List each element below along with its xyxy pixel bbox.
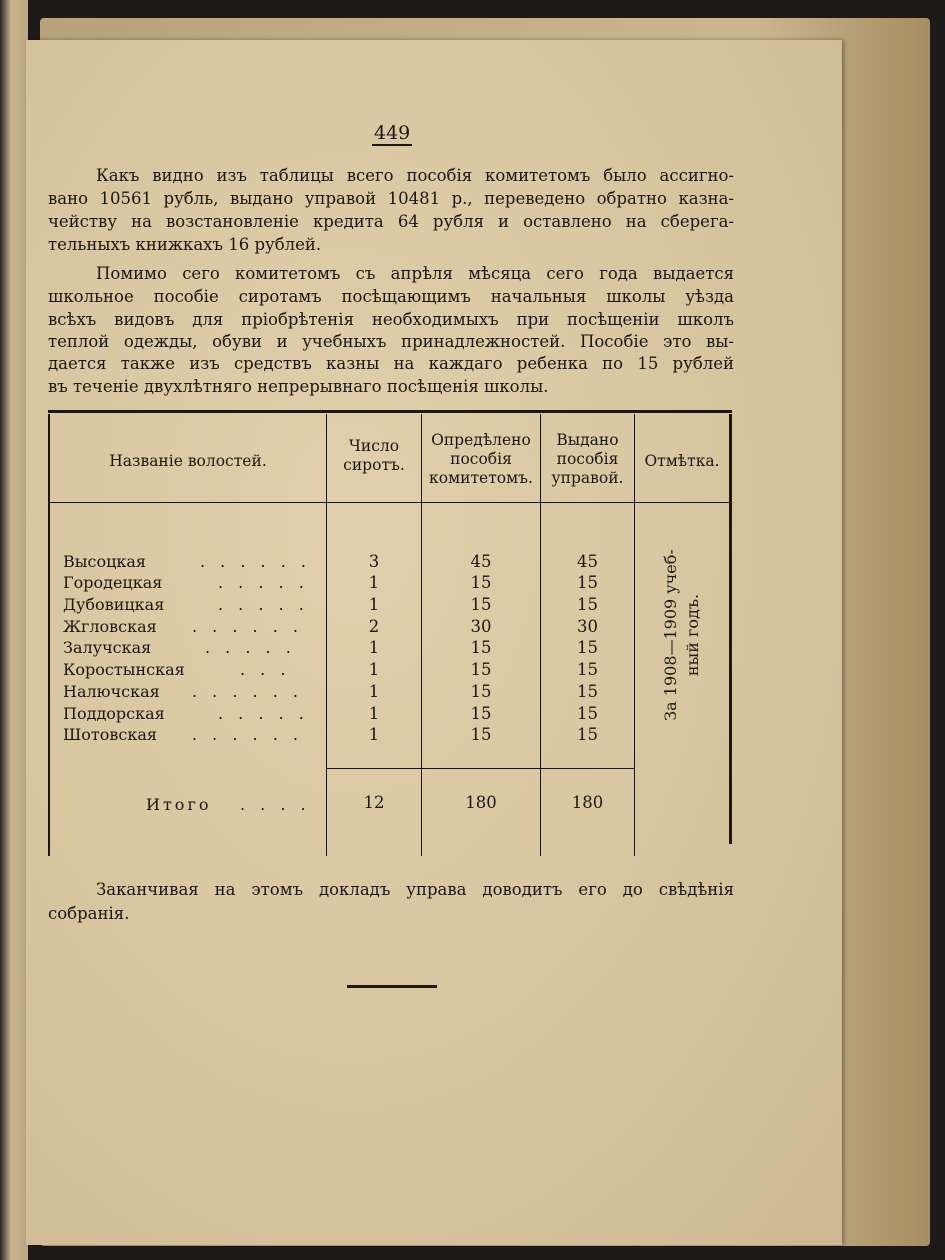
paragraph-2-line-4: теплой одежды, обуви и учебныхъ принадлежностей. Пособіе это вы- — [48, 332, 734, 351]
row-assigned: 15 — [470, 638, 492, 657]
row-issued: 15 — [577, 704, 598, 723]
row-issued: 45 — [577, 552, 598, 571]
paragraph-3-line-1: Заканчивая на этомъ докладъ управа доводитъ его до свѣдѣнія — [96, 880, 734, 899]
row-orphans: 1 — [368, 682, 380, 701]
total-label: Итого — [146, 795, 212, 814]
row-orphans: 1 — [368, 704, 380, 723]
row-leader-dots: . . . . . . — [200, 552, 311, 571]
row-orphans: 1 — [368, 638, 380, 657]
total-leader-dots: . . . . — [240, 795, 311, 814]
row-name: Дубовицкая — [63, 595, 165, 614]
row-orphans: 2 — [368, 617, 380, 636]
row-assigned: 15 — [470, 682, 492, 701]
paragraph-2-line-3: всѣхъ видовъ для пріобрѣтенія необходимыхъ при посѣщеніи школъ — [48, 310, 734, 329]
paragraph-2-line-1: Помимо сего комитетомъ съ апрѣля мѣсяца сего года выдается — [96, 264, 734, 283]
row-assigned: 15 — [470, 660, 492, 679]
row-name: Налючская — [63, 682, 160, 701]
row-leader-dots: . . . . . — [218, 595, 309, 614]
row-assigned: 45 — [470, 552, 492, 571]
row-assigned: 30 — [470, 617, 492, 636]
paragraph-1-line-3: чейству на возстановленіе кредита 64 рубля и оставлено на сберега- — [48, 212, 734, 231]
header-orphans: Число сиротъ. — [343, 437, 405, 474]
row-name: Высоцкая — [63, 552, 147, 571]
row-leader-dots: . . . . . . — [192, 617, 303, 636]
table-col-divider-1 — [326, 414, 327, 856]
total-issued: 180 — [571, 793, 604, 812]
row-leader-dots: . . . . . — [205, 638, 296, 657]
paragraph-3-line-2: собранія. — [48, 904, 130, 923]
row-issued: 15 — [577, 682, 598, 701]
paragraph-2-line-2: школьное пособіе сиротамъ посѣщающимъ начальныя школы уѣзда — [48, 287, 734, 306]
row-name: Жгловская — [63, 617, 157, 636]
closing-rule — [347, 985, 437, 988]
row-name: Коростынская — [63, 660, 185, 679]
book-binding-edge — [0, 0, 28, 1260]
header-assigned-by-committee: Опредѣлено пособія комитетомъ. — [429, 431, 533, 487]
row-issued: 30 — [577, 617, 598, 636]
row-leader-dots: . . . . . . — [192, 725, 303, 744]
row-leader-dots: . . . . . — [218, 704, 309, 723]
row-name: Городецкая — [63, 573, 163, 592]
table-total-rule — [326, 768, 634, 769]
table-right-border — [729, 414, 732, 844]
header-remark: Отмѣтка. — [644, 452, 720, 470]
row-orphans: 1 — [368, 595, 380, 614]
paragraph-2-line-6: въ теченіе двухлѣтняго непрерывнаго посѣщенія школы. — [48, 377, 549, 396]
table-left-border — [48, 414, 50, 856]
table-top-rule — [48, 410, 732, 413]
row-orphans: 1 — [368, 573, 380, 592]
row-leader-dots: . . . . . . — [192, 682, 303, 701]
row-leader-dots: . . . . . — [218, 573, 309, 592]
table-header-rule — [48, 502, 732, 503]
paragraph-1-line-2: вано 10561 рубль, выдано управой 10481 р., переведено обратно казна- — [48, 189, 734, 208]
row-leader-dots: . . . — [240, 660, 291, 679]
remark-vertical-note — [660, 530, 708, 740]
row-assigned: 15 — [470, 573, 492, 592]
row-name: Шотовская — [63, 725, 157, 744]
row-issued: 15 — [577, 573, 598, 592]
table-col-divider-4 — [634, 414, 635, 856]
row-issued: 15 — [577, 595, 598, 614]
row-issued: 15 — [577, 638, 598, 657]
paragraph-1-line-4: тельныхъ книжкахъ 16 рублей. — [48, 235, 322, 254]
row-assigned: 15 — [470, 595, 492, 614]
row-name: Поддорская — [63, 704, 165, 723]
total-assigned: 180 — [465, 793, 497, 812]
paragraph-1-line-1: Какъ видно изъ таблицы всего пособія комитетомъ было ассигно- — [96, 166, 734, 185]
total-orphans: 12 — [363, 793, 385, 812]
row-name: Залучская — [63, 638, 152, 657]
row-orphans: 1 — [368, 660, 380, 679]
row-issued: 15 — [577, 725, 598, 744]
row-orphans: 1 — [368, 725, 380, 744]
row-assigned: 15 — [470, 704, 492, 723]
row-issued: 15 — [577, 660, 598, 679]
remark-text: За 1908—1909 учеб- ный годъ. — [661, 549, 702, 721]
paragraph-2-line-5: дается также изъ средствъ казны на каждаго ребенка по 15 рублей — [48, 354, 734, 373]
row-assigned: 15 — [470, 725, 492, 744]
row-orphans: 3 — [368, 552, 380, 571]
header-volost-name: Названіе волостей. — [109, 452, 267, 470]
header-issued-by-board: Выдано пособія управой. — [551, 431, 624, 487]
page-number: 449 — [374, 122, 411, 144]
